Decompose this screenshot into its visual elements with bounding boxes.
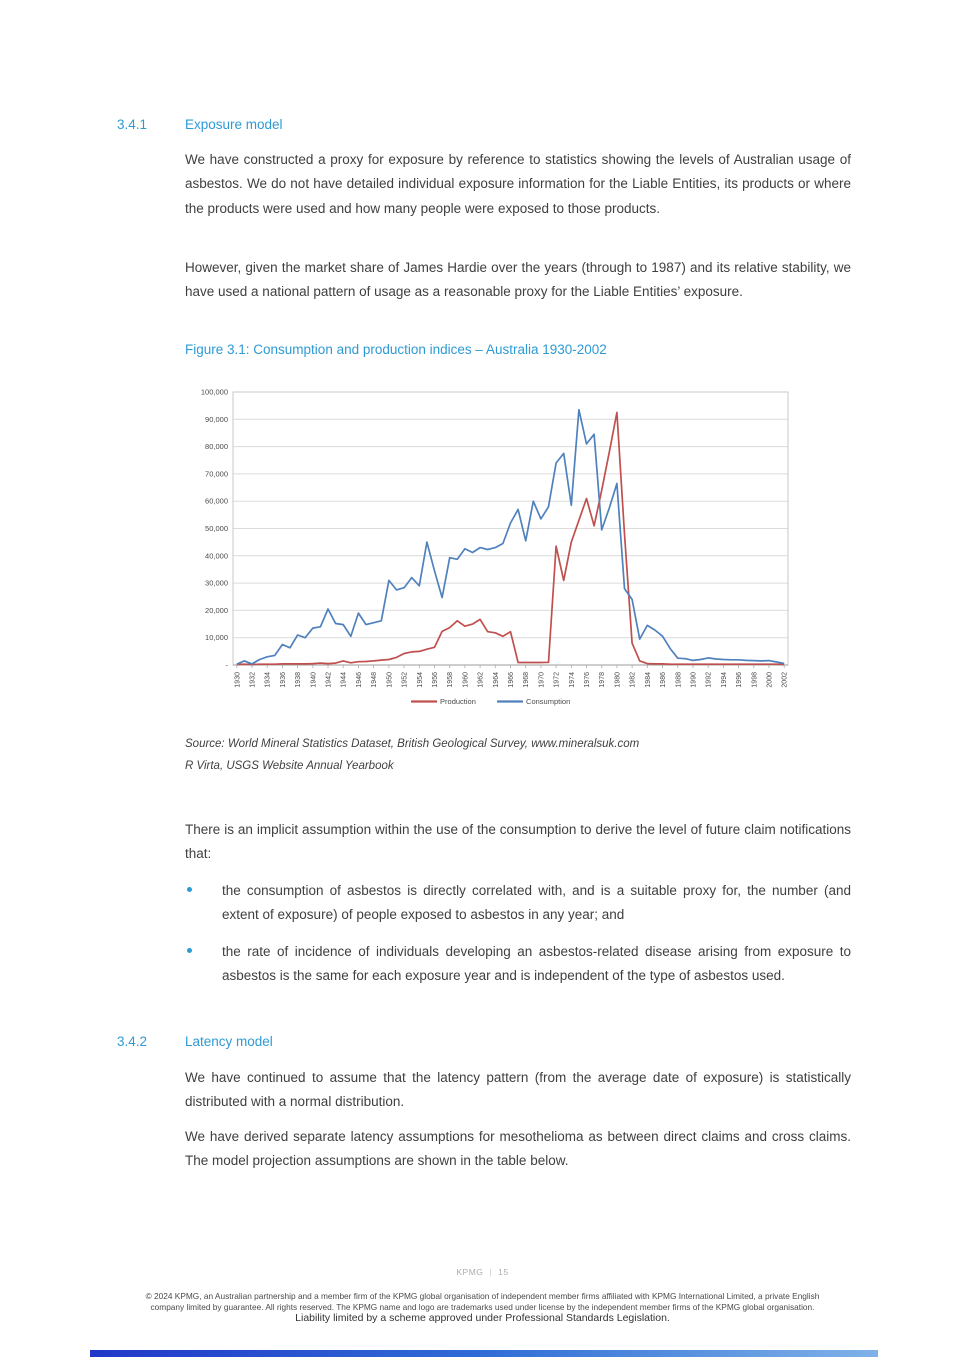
- bullet-text-2: the rate of incidence of individuals developing an asbestos-related disease arising from exposure to asbestos is the same for each exposure year and is independent of the type of asbestos used.: [222, 944, 851, 984]
- figure-3-1-chart: [180, 378, 800, 723]
- svg-text:10,000: 10,000: [205, 633, 228, 643]
- svg-text:1952: 1952: [401, 672, 409, 688]
- svg-text:1988: 1988: [675, 672, 683, 688]
- section-number-342: 3.4.2: [117, 1034, 148, 1049]
- footnote-line-1: © 2024 KPMG, an Australian partnership and a member firm of the KPMG global organisation of independent member firms affiliated with KPMG International Limited, a private English: [145, 1291, 820, 1301]
- svg-text:1992: 1992: [705, 672, 713, 688]
- svg-text:60,000: 60,000: [205, 496, 228, 506]
- svg-text:1948: 1948: [371, 672, 379, 688]
- section-heading-exposure-model: Exposure model: [185, 117, 283, 132]
- svg-text:1982: 1982: [629, 672, 637, 688]
- svg-text:1984: 1984: [644, 672, 652, 688]
- svg-text:1936: 1936: [279, 672, 287, 688]
- svg-text:1930: 1930: [234, 672, 242, 688]
- svg-text:1980: 1980: [614, 672, 622, 688]
- svg-text:1942: 1942: [325, 672, 333, 688]
- footer-brand: KPMG: [456, 1267, 484, 1277]
- svg-text:1956: 1956: [431, 672, 439, 688]
- footer-accent-bar: [90, 1350, 878, 1357]
- svg-text:1940: 1940: [310, 672, 318, 688]
- bullet-text-1: the consumption of asbestos is directly correlated with, and is a suitable proxy for, the number (and extent of exposure) of people exposed to asbestos in any year; and: [222, 883, 851, 923]
- y-axis-labels: [201, 388, 229, 670]
- footnote-line-2: company limited by guarantee. All rights reserved. The KPMG name and logo are trademarks used under license by the independent member firms of the KPMG global organisation.: [150, 1302, 815, 1312]
- svg-text:1932: 1932: [249, 672, 257, 688]
- svg-text:2000: 2000: [766, 672, 774, 688]
- legend-label-consumption: Consumption: [526, 697, 571, 706]
- svg-text:1960: 1960: [462, 672, 470, 688]
- svg-text:40,000: 40,000: [205, 551, 228, 561]
- svg-text:1934: 1934: [264, 672, 272, 688]
- svg-text:90,000: 90,000: [205, 414, 228, 424]
- svg-text:1964: 1964: [492, 672, 500, 688]
- bullet-item-2: [185, 940, 851, 989]
- svg-text:1994: 1994: [720, 672, 728, 688]
- svg-text:100,000: 100,000: [200, 387, 228, 397]
- svg-text:1944: 1944: [340, 672, 348, 688]
- footer-page-number: 15: [498, 1267, 509, 1277]
- svg-text:20,000: 20,000: [205, 605, 228, 615]
- svg-text:1972: 1972: [553, 672, 561, 688]
- svg-text:1996: 1996: [736, 672, 744, 688]
- svg-text:1978: 1978: [599, 672, 607, 688]
- x-axis-labels: [234, 665, 788, 688]
- svg-text:1966: 1966: [508, 672, 515, 688]
- svg-text:1954: 1954: [416, 672, 424, 688]
- svg-text:-: -: [225, 660, 228, 670]
- paragraph-exposure-1: We have constructed a proxy for exposure by reference to statistics showing the levels of Australian usage of asbestos. We do not have detailed individual exposure information for the Liable Entities, its products or where the products were used and how many people were exposed to those products.: [185, 152, 851, 216]
- svg-text:80,000: 80,000: [205, 442, 228, 452]
- svg-text:1950: 1950: [386, 672, 394, 688]
- bullet-dot-icon: [187, 948, 192, 953]
- paragraph-latency-2: We have derived separate latency assumptions for mesothelioma as between direct claims and cross claims. The model projection assumptions are shown in the table below.: [185, 1129, 851, 1169]
- legend-label-production: Production: [440, 697, 476, 706]
- liability-statement: Liability limited by a scheme approved under Professional Standards Legislation.: [295, 1312, 670, 1324]
- svg-text:1962: 1962: [477, 672, 485, 688]
- figure-chart-svg: [180, 378, 800, 723]
- chart-legend: [411, 697, 570, 706]
- bullet-dot-icon: [187, 887, 192, 892]
- chart-source-line-2: R Virta, USGS Website Annual Yearbook: [185, 760, 394, 772]
- section-heading-latency-model: Latency model: [185, 1034, 273, 1049]
- svg-text:1958: 1958: [447, 672, 455, 688]
- series-line-consumption: [237, 410, 784, 665]
- svg-text:1970: 1970: [538, 672, 546, 688]
- svg-text:70,000: 70,000: [205, 469, 228, 479]
- svg-text:30,000: 30,000: [205, 578, 228, 588]
- svg-text:1990: 1990: [690, 672, 698, 688]
- chart-gridlines: [233, 392, 788, 638]
- svg-text:50,000: 50,000: [205, 524, 228, 533]
- page-footer: [0, 1267, 965, 1277]
- svg-text:1974: 1974: [568, 672, 576, 688]
- paragraph-exposure-2: However, given the market share of James Hardie over the years (through to 1987) and its relative stability, we have used a national pattern of usage as a reasonable proxy for the Liable Entities’ exposure.: [185, 260, 851, 300]
- svg-text:2002: 2002: [781, 672, 789, 688]
- svg-text:1968: 1968: [523, 672, 531, 688]
- chart-source-line-1: Source: World Mineral Statistics Dataset, British Geological Survey, www.mineralsuk.com: [185, 738, 640, 750]
- svg-text:1976: 1976: [584, 672, 592, 688]
- paragraph-latency-1: We have continued to assume that the latency pattern (from the average date of exposure) is statistically distributed with a normal distribution.: [185, 1070, 851, 1110]
- svg-text:1946: 1946: [355, 672, 363, 688]
- section-number-341: 3.4.1: [117, 117, 148, 132]
- figure-title: Figure 3.1: Consumption and production indices – Australia 1930-2002: [185, 342, 607, 357]
- footer-separator: |: [489, 1267, 493, 1277]
- svg-text:1998: 1998: [751, 672, 759, 688]
- svg-text:1938: 1938: [295, 672, 303, 688]
- svg-text:1986: 1986: [660, 672, 668, 688]
- paragraph-assumption: There is an implicit assumption within the use of the consumption to derive the level of future claim notifications that:: [185, 822, 851, 862]
- bullet-item-1: [185, 879, 851, 928]
